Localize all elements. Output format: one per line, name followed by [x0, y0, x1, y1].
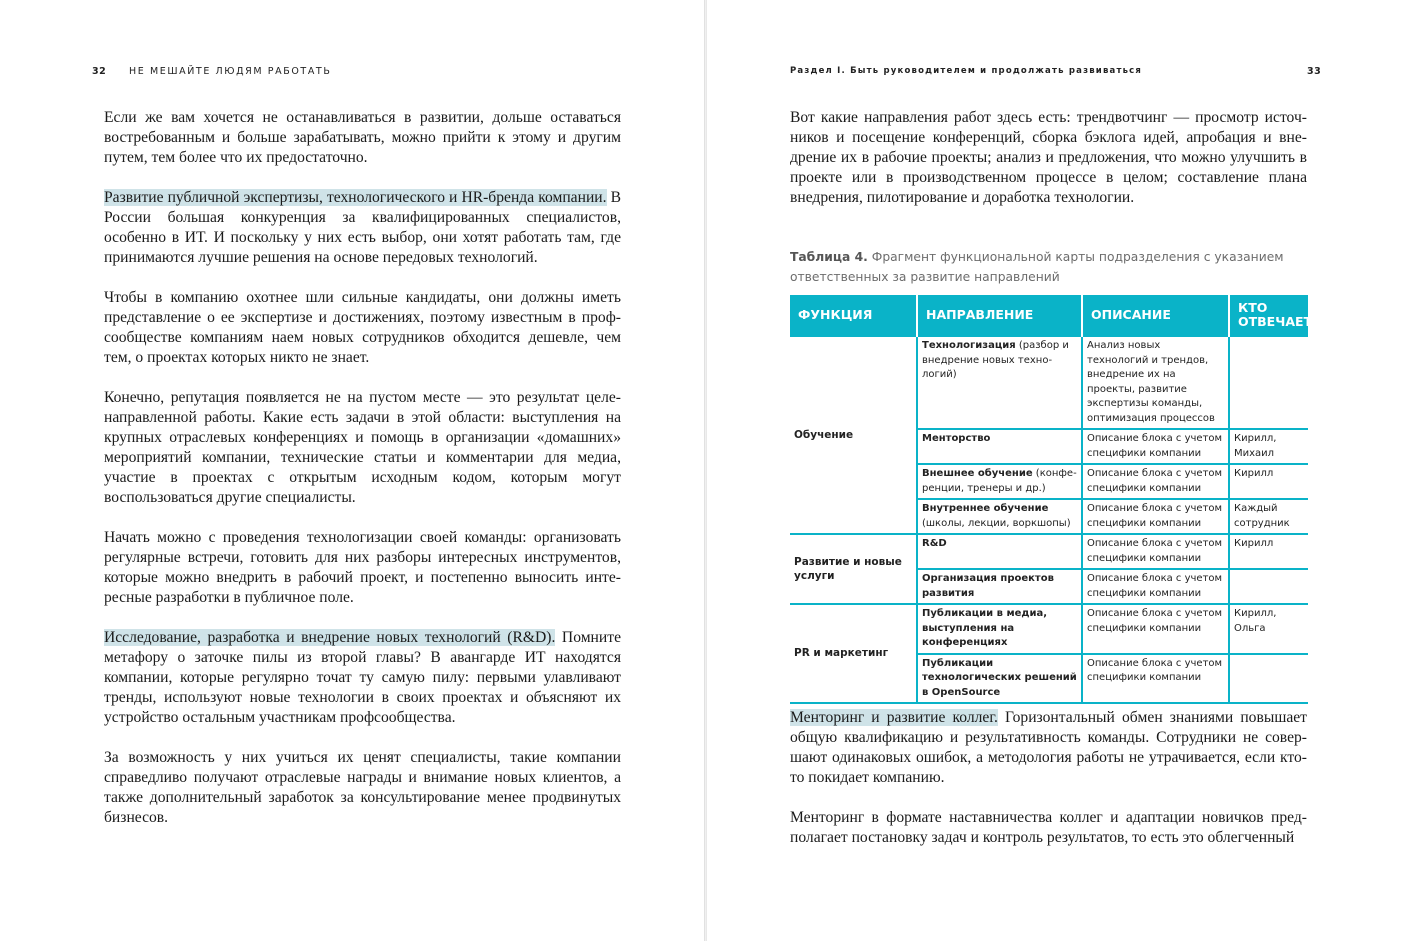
paragraph [790, 808, 1307, 848]
column-header: ОПИСАНИЕ [1082, 295, 1229, 336]
description-cell: Описание блока с учетом специфики компании [1082, 604, 1229, 654]
paragraph-text: За возможность у них учиться их ценят специалисты, такие компании справедливо получают отраслевые награды и внимание новых клиентов, а также дополнительный заработок за консультирование менее продвинутых бизнесов. [104, 749, 621, 826]
table-caption [790, 247, 1310, 287]
direction-title: Технологизация [922, 340, 1016, 351]
direction-cell [917, 464, 1082, 499]
owner-cell [1229, 569, 1308, 604]
description-cell: Описание блока с учетом специфики компании [1082, 429, 1229, 464]
paragraph-text: Чтобы в компанию охотнее шли сильные кандидаты, они должны иметь представление о ее экспертизе и достижениях, поэтому известным в профсообществе компаниям наем новых сотрудников обходится дешевле, чем тем, о проектах которых никто не знает. [104, 289, 621, 366]
right-body-text [790, 708, 1307, 868]
page-number-left: 32 [92, 66, 107, 77]
direction-title: Внешнее обучение [922, 468, 1033, 479]
function-cell: Развитие и новые услуги [790, 534, 917, 604]
paragraph-text: Конечно, репутация появляется не на пустом месте — это результат целенаправленной работы. Какие есть задачи в этой области: выступления на крупных отраслевых конференциях и помощь в организации «домашних» мероприятий компании, технические статьи и комментарии для медиа, участие в проектах с открытым исходным кодом, которым могут воспользоваться другие специалисты. [104, 389, 621, 506]
owner-cell: Кирилл [1229, 464, 1308, 499]
table-header-row [790, 295, 1308, 336]
right-page [707, 0, 1410, 941]
direction-title: Публикации в медиа, выступления на конференциях [922, 608, 1048, 648]
direction-title: R&D [922, 538, 947, 549]
description-cell: Описание блока с учетом специфики компании [1082, 464, 1229, 499]
description-cell: Описание блока с учетом специфики компании [1082, 569, 1229, 604]
owner-cell: Кирилл, Михаил [1229, 429, 1308, 464]
column-header: ФУНКЦИЯ [790, 295, 917, 336]
direction-cell [917, 336, 1082, 429]
owner-cell [1229, 336, 1308, 429]
running-header-left: НЕ МЕШАЙТЕ ЛЮДЯМ РАБОТАТЬ [129, 66, 332, 77]
description-cell: Описание блока с учетом специфики компании [1082, 499, 1229, 534]
table-row [790, 534, 1308, 569]
direction-detail: (разбор и внедрение новых технологий) [922, 340, 1069, 380]
paragraph-text: Горизонтальный обмен знаниями повышает общую квалификацию и результативность команды. Сотрудники не совершают одинаковых ошибок, а методология работы не утрачивается, если кто-то покидает компанию. [790, 709, 1307, 786]
direction-detail: (конференции, тренеры и др.) [922, 468, 1077, 494]
direction-cell [917, 534, 1082, 569]
owner-cell: Кирилл, Ольга [1229, 604, 1308, 654]
highlighted-heading: Исследование, разработка и внедрение новых технологий (R&D). [104, 629, 556, 646]
intro-paragraph: Вот какие направления работ здесь есть: трендвотчинг — просмотр источников и посещение конференций, сборка бэклога идей, апробация и внедрение их в рабочие проекты; анализ и предложения, что можно улучшить в проекте или в производственном процессе в целом; составление плана внедрения, пилотирование и доработка технологии. [790, 109, 1307, 206]
paragraph [104, 288, 621, 368]
paragraph [790, 708, 1307, 788]
paragraph [104, 108, 621, 168]
owner-cell: Кирилл [1229, 534, 1308, 569]
paragraph [104, 628, 621, 728]
paragraph-text: Менторинг в формате наставничества коллег и адаптации новичков предполагает постановку задач и контроль результатов, то есть это облегченный [790, 809, 1307, 846]
left-body-text [104, 108, 621, 848]
column-header: КТО ОТВЕЧАЕТ [1229, 295, 1308, 336]
direction-cell [917, 569, 1082, 604]
highlighted-heading: Развитие публичной экспертизы, технологического и HR-бренда компании. [104, 189, 607, 206]
paragraph [104, 388, 621, 508]
running-header-right: Раздел I. Быть руководителем и продолжать развиваться [790, 66, 1143, 76]
paragraph-text: Помните метафору о заточке пилы из второй главы? В авангарде ИТ находятся компании, которые регулярно точат ту самую пилу: первыми улавливают тренды, используют новые технологии в своих проектах и объясняют их устройство остальным участникам профсообщества. [104, 629, 621, 726]
page-number-right: 33 [1307, 66, 1322, 77]
table-caption-text: Фрагмент функциональной карты подразделения с указанием ответственных за развитие направлений [790, 250, 1284, 284]
paragraph-text: Если же вам хочется не останавливаться в развитии, дольше оставаться востребованным и больше зарабатывать, можно прийти к этому и другим путем, тем более что их предостаточно. [104, 109, 621, 166]
paragraph [104, 528, 621, 608]
column-header: НАПРАВЛЕНИЕ [917, 295, 1082, 336]
description-cell: Описание блока с учетом специфики компании [1082, 534, 1229, 569]
function-cell: PR и маркетинг [790, 604, 917, 703]
right-intro-text [790, 108, 1307, 228]
description-cell: Анализ новых технологий и трендов, внедрение их на проекты, развитие экспертизы команды, оптимизация процессов [1082, 336, 1229, 429]
left-page [0, 0, 704, 941]
owner-cell: Каждый сотрудник [1229, 499, 1308, 534]
functional-map-table [790, 295, 1313, 704]
highlighted-heading: Менторинг и развитие коллег. [790, 709, 998, 726]
direction-title: Организация проектов развития [922, 573, 1054, 599]
owner-cell [1229, 654, 1308, 704]
table-row [790, 604, 1308, 654]
direction-title: Менторство [922, 433, 991, 444]
description-cell: Описание блока с учетом специфики компании [1082, 654, 1229, 704]
direction-cell [917, 654, 1082, 704]
direction-title: Публикации технологических решений в OpenSource [922, 657, 1077, 698]
paragraph-text: В России большая конкуренция за квалифицированных специалистов, особенно в ИТ. И поскольку у них есть выбор, они хотят работать там, где принимаются лучшие решения на основе передовых технологий. [104, 189, 621, 266]
direction-detail: (школы, лекции, воркшопы) [922, 517, 1071, 529]
direction-cell [917, 429, 1082, 464]
paragraph-text: Начать можно с проведения технологизации своей команды: организовать регулярные встречи, готовить для них разборы интересных инструментов, которые можно внедрить в рабочий проект, и постепенно выносить интересные разработки в публичное поле. [104, 529, 621, 606]
paragraph [104, 748, 621, 828]
function-cell: Обучение [790, 336, 917, 534]
table-caption-label: Таблица 4. [790, 250, 868, 264]
direction-cell [917, 604, 1082, 654]
table-row [790, 336, 1308, 429]
paragraph [104, 188, 621, 268]
direction-title: Внутреннее обучение [922, 503, 1049, 514]
direction-cell [917, 499, 1082, 534]
